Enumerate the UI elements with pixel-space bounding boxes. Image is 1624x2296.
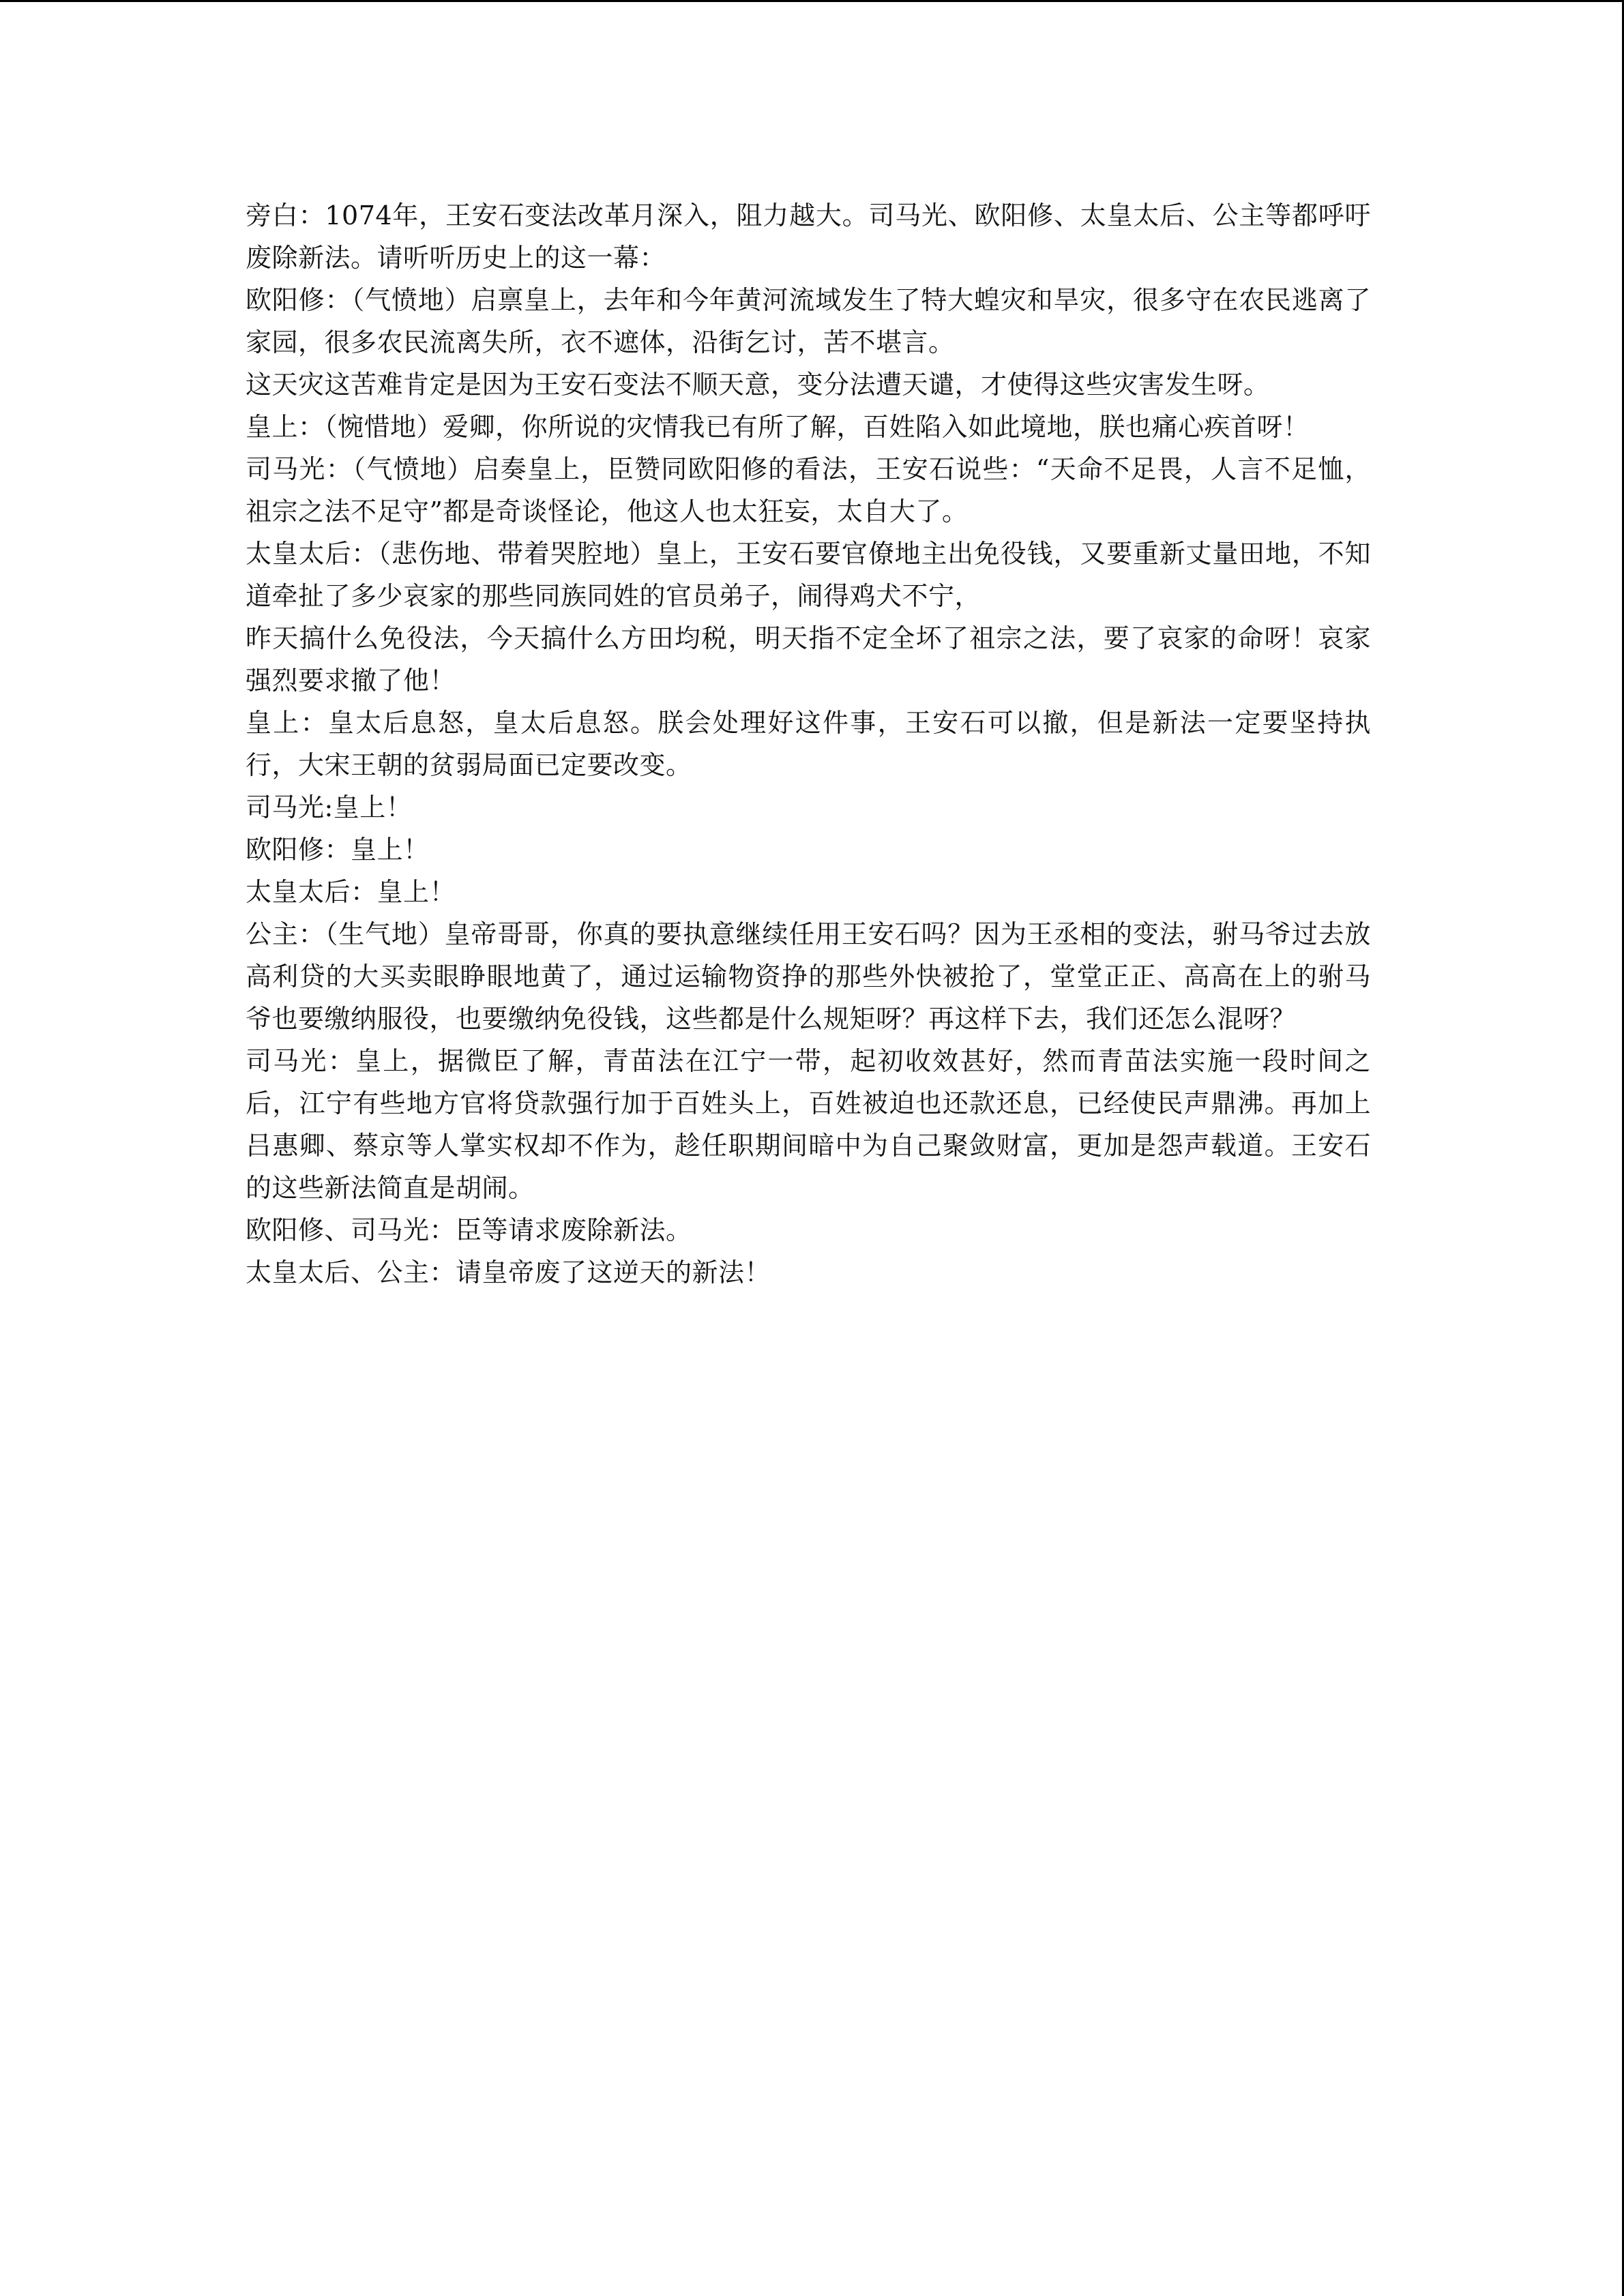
script-body bbox=[246, 194, 1371, 1294]
page-border-top bbox=[0, 0, 1624, 2]
dialogue-line: 太皇太后、公主：请皇帝废了这逆天的新法！ bbox=[246, 1257, 771, 1287]
dialogue-line: 欧阳修：（气愤地）启禀皇上，去年和今年黄河流域发生了特大蝗灾和旱灾，很多守在农民逃离了家园，很多农民流离失所，衣不遮体，沿街乞讨，苦不堪言。 bbox=[246, 285, 1371, 357]
dialogue-line: 司马光：（气愤地）启奏皇上，臣赞同欧阳修的看法，王安石说些：“天命不足畏，人言不足恤，祖宗之法不足守”都是奇谈怪论，他这人也太狂妄，太自大了。 bbox=[246, 454, 1371, 526]
dialogue-line: 皇上：皇太后息怒，皇太后息怒。朕会处理好这件事，王安石可以撤，但是新法一定要坚持执行，大宋王朝的贫弱局面已定要改变。 bbox=[246, 708, 1371, 780]
dialogue-line: 皇上：（惋惜地）爱卿，你所说的灾情我已有所了解，百姓陷入如此境地，朕也痛心疾首呀！ bbox=[246, 412, 1310, 442]
dialogue-line: 太皇太后：（悲伤地、带着哭腔地）皇上，王安石要官僚地主出免役钱，又要重新丈量田地，不知道牵扯了多少哀家的那些同族同姓的官员弟子，闹得鸡犬不宁， bbox=[246, 539, 1371, 611]
dialogue-line: 欧阳修：皇上！ bbox=[246, 835, 430, 865]
dialogue-line: 司马光：皇上，据微臣了解，青苗法在江宁一带，起初收效甚好，然而青苗法实施一段时间之后，江宁有些地方官将贷款强行加于百姓头上，百姓被迫也还款还息，已经使民声鼎沸。再加上吕惠卿、蔡京等人掌实权却不作为，趁任职期间暗中为自己聚敛财富，更加是怨声载道。王安石的这些新法简直是胡闹。 bbox=[246, 1046, 1371, 1203]
dialogue-line: 这天灾这苦难肯定是因为王安石变法不顺天意，变分法遭天谴，才使得这些灾害发生呀。 bbox=[246, 370, 1270, 400]
dialogue-line: 太皇太后：皇上！ bbox=[246, 877, 456, 907]
dialogue-line: 司马光:皇上！ bbox=[246, 792, 413, 822]
dialogue-line: 公主：（生气地）皇帝哥哥，你真的要执意继续任用王安石吗？因为王丞相的变法，驸马爷过去放高利贷的大买卖眼睁眼地黄了，通过运输物资挣的那些外快被抢了，堂堂正正、高高在上的驸马爷也要缴纳服役，也要缴纳免役钱，这些都是什么规矩呀？再这样下去，我们还怎么混呀？ bbox=[246, 919, 1371, 1034]
dialogue-line: 昨天搞什么免役法，今天搞什么方田均税，明天指不定全坏了祖宗之法，要了哀家的命呀！哀家强烈要求撤了他！ bbox=[246, 623, 1371, 696]
dialogue-line: 欧阳修、司马光：臣等请求废除新法。 bbox=[246, 1215, 692, 1245]
narration-paragraph: 旁白：1074年，王安石变法改革月深入，阻力越大。司马光、欧阳修、太皇太后、公主等都呼吁废除新法。请听听历史上的这一幕： bbox=[246, 200, 1371, 273]
